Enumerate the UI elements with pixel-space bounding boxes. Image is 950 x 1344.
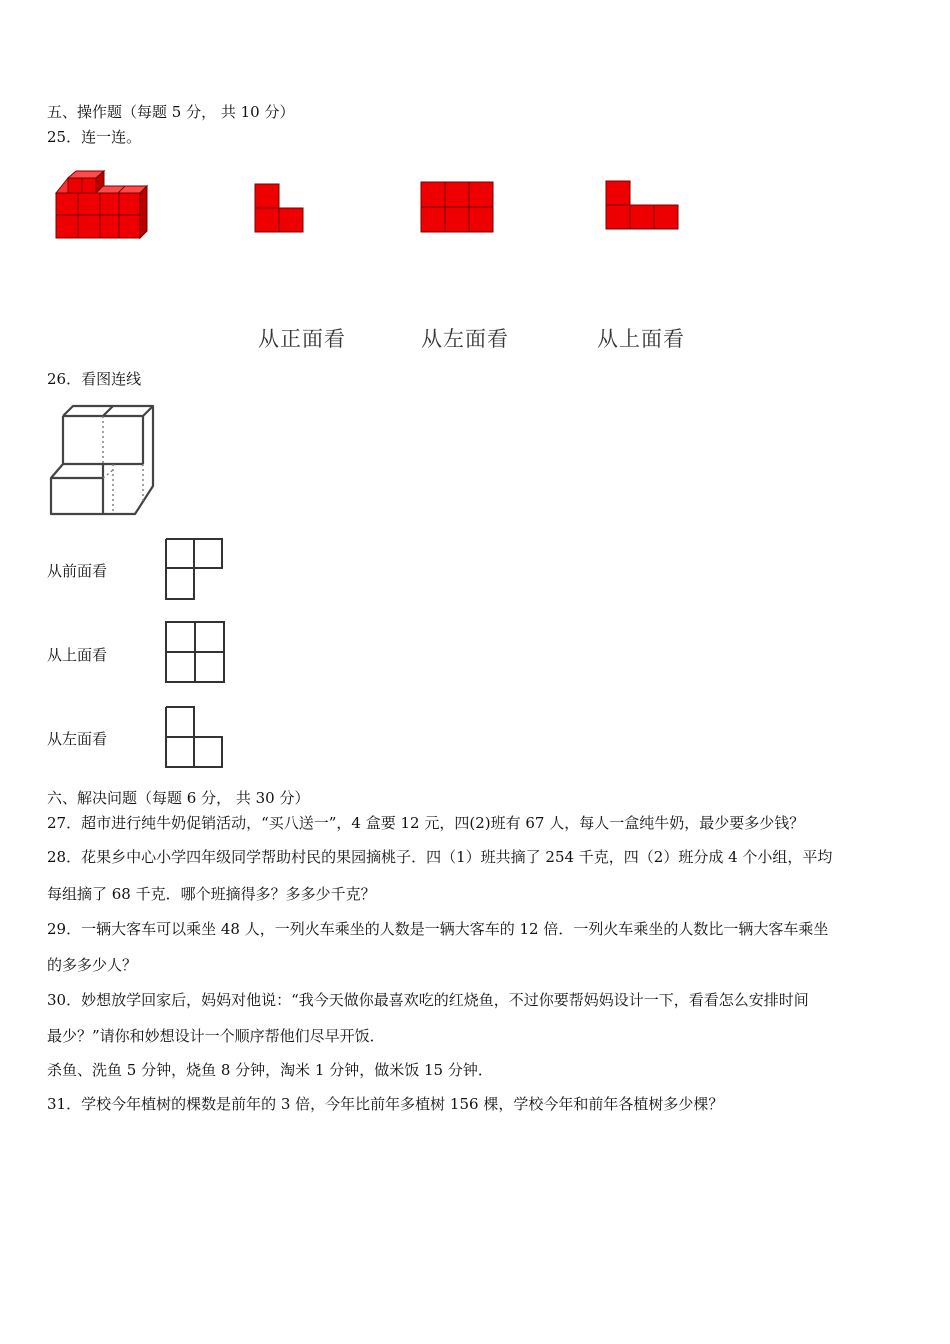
- q25-view-shape-b: [420, 181, 496, 234]
- q25-solid-figure: [52, 168, 152, 243]
- q26-label-front: 从前面看: [47, 562, 108, 580]
- question-25-title: 25．连一连。: [47, 128, 142, 146]
- question-31: 31．学校今年植树的棵数是前年的 3 倍，今年比前年多植树 156 棵，学校今年和前年各植树多少棵？: [47, 1095, 724, 1113]
- question-29-line2: 的多多少人？: [47, 956, 138, 974]
- section-heading-6: 六、解决问题（每题 6 分， 共 30 分）: [47, 789, 310, 807]
- q26-view-shape-b: [162, 618, 230, 686]
- question-30-line2: 最少？”请你和妙想设计一个顺序帮他们尽早开饭．: [47, 1027, 385, 1045]
- question-30-line3: 杀鱼、洗鱼 5 分钟，烧鱼 8 分钟，淘米 1 分钟，做米饭 15 分钟．: [47, 1061, 493, 1079]
- question-27: 27．超市进行纯牛奶促销活动，“买八送一”，4 盒要 12 元，四(2)班有 67 人，每人一盒纯牛奶，最少要多少钱？: [47, 814, 805, 832]
- q26-solid-figure: [45, 402, 157, 520]
- section-heading-5: 五、操作题（每题 5 分， 共 10 分）: [47, 103, 295, 121]
- q25-caption-top: 从上面看: [597, 327, 685, 351]
- question-28-line1: 28．花果乡中心小学四年级同学帮助村民的果园摘桃子．四（1）班共摘了 254 千克，四（2）班分成 4 个小组，平均: [47, 848, 833, 866]
- q26-label-left: 从左面看: [47, 730, 108, 748]
- question-30-line1: 30．妙想放学回家后，妈妈对他说：“我今天做你最喜欢吃的红烧鱼，不过你要帮妈妈设计一下，看看怎么安排时间: [47, 991, 809, 1009]
- q25-view-shape-a: [254, 183, 306, 235]
- question-28-line2: 每组摘了 68 千克．哪个班摘得多？多多少千克？: [47, 885, 376, 903]
- q26-label-top: 从上面看: [47, 646, 108, 664]
- q25-caption-left: 从左面看: [421, 327, 509, 351]
- question-29-line1: 29．一辆大客车可以乘坐 48 人，一列火车乘坐的人数是一辆大客车的 12 倍．一列火车乘坐的人数比一辆大客车乘坐: [47, 920, 829, 938]
- q26-view-shape-a: [162, 535, 226, 603]
- question-26-title: 26．看图连线: [47, 370, 142, 388]
- q25-view-shape-c: [605, 180, 681, 232]
- q25-caption-front: 从正面看: [258, 327, 346, 351]
- q26-view-shape-c: [162, 703, 226, 771]
